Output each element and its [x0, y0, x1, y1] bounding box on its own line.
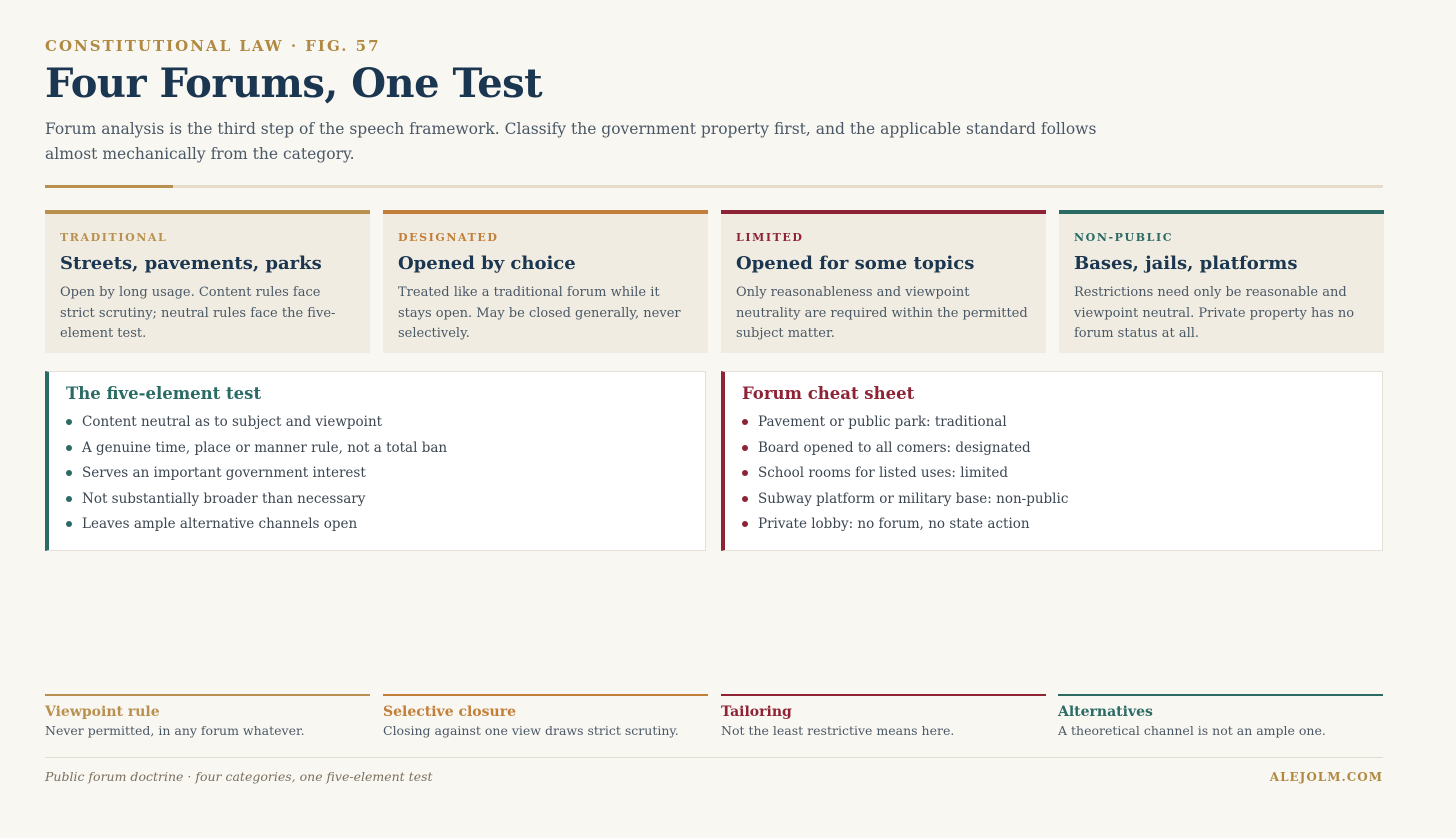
list-item [742, 514, 1364, 540]
note-heading: Selective closure [383, 704, 516, 720]
five-element-test-list [66, 412, 687, 540]
forum-card-heading: Opened for some topics [736, 253, 975, 274]
list-item-text: School rooms for listed uses: limited [758, 465, 1009, 481]
note-body: Never permitted, in any forum whatever. [45, 723, 305, 738]
list-item [66, 412, 687, 438]
forum-card-body: Open by long usage. Content rules face strict scrutiny; neutral rules face the five-element test. [60, 285, 336, 341]
forum-card-tag: DESIGNATED [398, 231, 499, 244]
list-item [742, 463, 1364, 489]
note-body: A theoretical channel is not an ample one. [1058, 723, 1326, 738]
forum-card-tag: LIMITED [736, 231, 804, 244]
bullet-icon [66, 496, 72, 502]
forum-card-traditional [45, 210, 370, 353]
footer-brand-link[interactable]: ALEJOLM.COM [1269, 770, 1383, 784]
list-item-text: Leaves ample alternative channels open [82, 516, 358, 532]
bullet-icon [742, 521, 748, 527]
forum-card-heading: Opened by choice [398, 253, 576, 274]
forum-card-heading: Streets, pavements, parks [60, 253, 322, 274]
forum-card-tag: NON-PUBLIC [1074, 231, 1174, 244]
bullet-icon [66, 445, 72, 451]
note-body: Closing against one view draws strict scrutiny. [383, 723, 679, 738]
note-tailoring [721, 694, 1046, 738]
forum-cheat-sheet-panel [721, 371, 1383, 551]
bullet-icon [66, 470, 72, 476]
forum-cheat-sheet-title: Forum cheat sheet [742, 384, 915, 403]
five-element-test-title: The five-element test [66, 384, 262, 403]
list-item [742, 438, 1364, 464]
list-item [66, 463, 687, 489]
footer-divider [45, 757, 1383, 758]
forum-card-heading: Bases, jails, platforms [1074, 253, 1298, 274]
forum-card-body: Only reasonableness and viewpoint neutrality are required within the permitted subject matter. [736, 285, 1028, 341]
forum-card-limited [721, 210, 1046, 353]
list-item [66, 489, 687, 515]
bullet-icon [742, 419, 748, 425]
note-selective-closure [383, 694, 708, 738]
list-item [66, 514, 687, 540]
list-item-text: A genuine time, place or manner rule, not a total ban [82, 439, 448, 456]
bullet-icon [742, 496, 748, 502]
five-element-test-panel [45, 371, 706, 551]
kicker: CONSTITUTIONAL LAW · FIG. 57 [45, 37, 381, 55]
page-subtitle: Forum analysis is the third step of the speech framework. Classify the government property first, and the applicable standard follows almost mechanically from the category. [45, 120, 1097, 163]
forum-card-non-public [1059, 210, 1384, 353]
note-viewpoint-rule [45, 694, 370, 738]
bullet-icon [66, 521, 72, 527]
bullet-icon [742, 470, 748, 476]
footnotes [45, 694, 1383, 744]
forum-card-designated [383, 210, 708, 353]
list-item-text: Board opened to all comers: designated [758, 439, 1031, 456]
bullet-icon [742, 445, 748, 451]
list-item [742, 489, 1364, 515]
note-heading: Tailoring [721, 704, 792, 720]
list-item [66, 438, 687, 464]
header-divider-accent [45, 185, 173, 188]
forum-cheat-sheet-list [742, 412, 1364, 540]
list-item-text: Pavement or public park: traditional [758, 414, 1007, 430]
note-heading: Alternatives [1058, 704, 1153, 720]
list-item-text: Serves an important government interest [82, 465, 366, 481]
forum-cards [45, 210, 1383, 353]
list-item-text: Private lobby: no forum, no state action [758, 516, 1030, 532]
forum-card-body: Treated like a traditional forum while it stays open. May be closed generally, never selectively. [398, 285, 681, 341]
page-title: Four Forums, One Test [45, 60, 543, 107]
note-heading: Viewpoint rule [45, 704, 160, 720]
header-divider [45, 185, 1383, 188]
list-item-text: Content neutral as to subject and viewpoint [82, 414, 383, 430]
list-item [742, 412, 1364, 438]
list-item-text: Subway platform or military base: non-public [758, 490, 1069, 507]
page [45, 0, 1383, 838]
note-body: Not the least restrictive means here. [721, 723, 955, 738]
note-alternatives [1058, 694, 1383, 738]
forum-card-body: Restrictions need only be reasonable and viewpoint neutral. Private property has no forum status at all. [1074, 285, 1355, 341]
list-item-text: Not substantially broader than necessary [82, 490, 366, 507]
forum-card-tag: TRADITIONAL [60, 231, 168, 244]
footer-caption: Public forum doctrine · four categories, one five-element test [45, 769, 433, 784]
bullet-icon [66, 419, 72, 425]
